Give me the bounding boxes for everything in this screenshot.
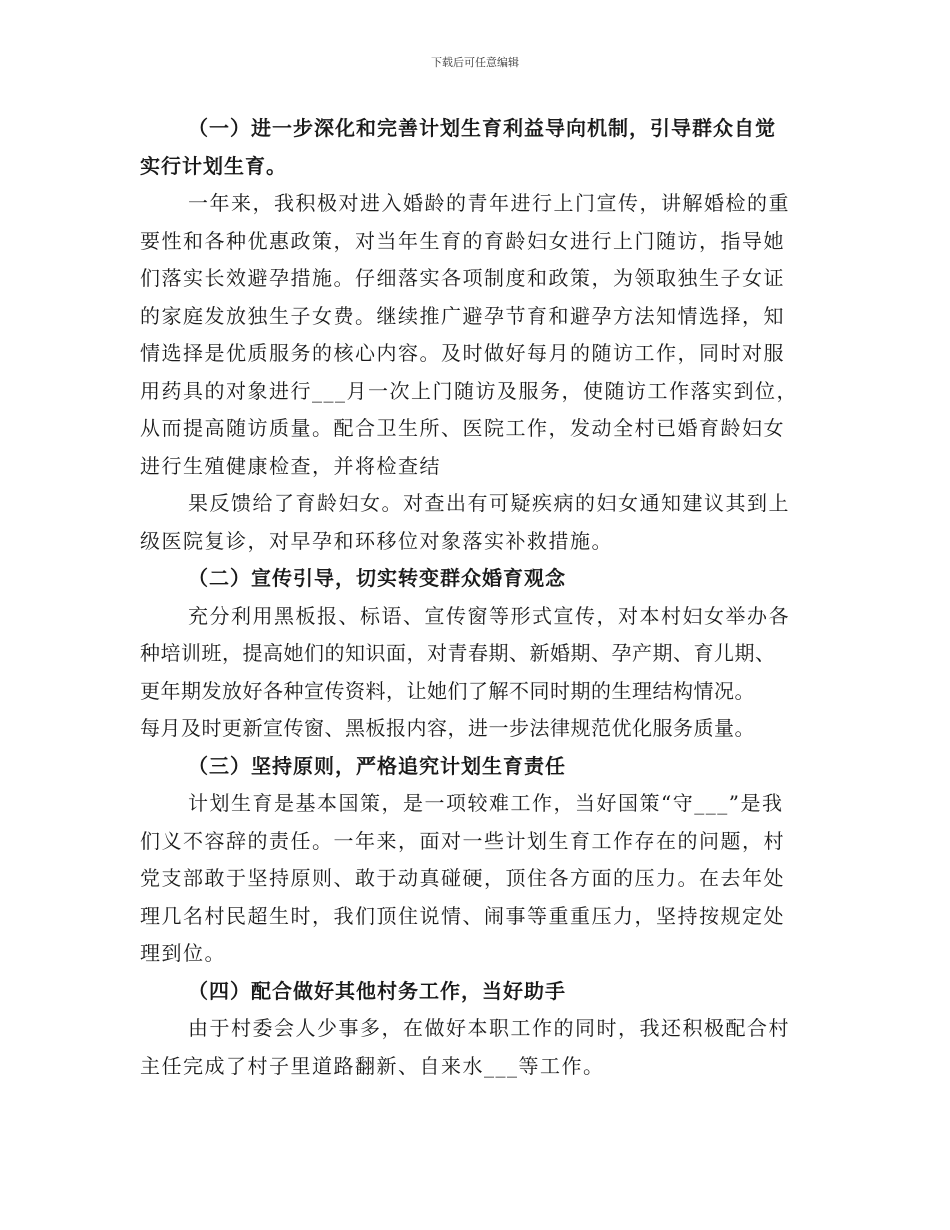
paragraph-line: 们义不容辞的责任。一年来，面对一些计划生育工作存在的问题，村 [140,828,785,853]
paragraph-line: 主任完成了村子里道路翻新、自来水___等工作。 [140,1053,605,1078]
section-heading-line: （三）坚持原则，严格追究计划生育责任 [188,753,566,778]
section-heading-line: （二）宣传引导，切实转变群众婚育观念 [188,566,566,590]
paragraph-line: 要性和各种优惠政策，对当年生育的育龄妇女进行上门随访，指导她 [140,228,785,253]
paragraph-line: 进行生殖健康检查，并将检查结 [140,453,441,478]
paragraph-line: 级医院复诊，对早孕和环移位对象落实补救措施。 [140,528,613,553]
paragraph-line: 由于村委会人少事多，在做好本职工作的同时，我还积极配合村 [188,1016,790,1040]
paragraph-line: 果反馈给了育龄妇女。对查出有可疑疾病的妇女通知建议其到上 [188,491,790,515]
section-heading-line: 实行计划生育。 [140,153,287,178]
paragraph-line: 党支部敢于坚持原则、敢于动真碰硬，顶住各方面的压力。在去年处 [140,866,785,890]
paragraph-line: 充分利用黑板报、标语、宣传窗等形式宣传，对本村妇女举办各 [188,603,790,628]
page-header: 下载后可任意编辑 [431,56,519,69]
paragraph-line: 理几名村民超生时，我们顶住说情、闹事等重重压力，坚持按规定处 [140,903,785,928]
paragraph-line: 计划生育是基本国策，是一项较难工作，当好国策“守___”是我 [188,791,784,815]
paragraph-line: 理到位。 [140,941,226,965]
paragraph-line: 种培训班，提高她们的知识面，对青春期、新婚期、孕产期、育儿期、 [140,641,776,665]
section-heading-line: （一）进一步深化和完善计划生育利益导向机制，引导群众自觉 [188,116,776,140]
document-body [140,110,820,1085]
paragraph-line: 情选择是优质服务的核心内容。及时做好每月的随访工作，同时对服 [140,341,785,365]
paragraph-line: 更年期发放好各种宣传资料，让她们了解不同时期的生理结构情况。 [140,678,755,703]
paragraph-line: 的家庭发放独生子女费。继续推广避孕节育和避孕方法知情选择，知 [140,303,785,328]
paragraph-line: 用药具的对象进行___月一次上门随访及服务，使随访工作落实到位， [140,378,798,403]
paragraph-line: 一年来，我积极对进入婚龄的青年进行上门宣传，讲解婚检的重 [188,191,790,215]
paragraph-line: 每月及时更新宣传窗、黑板报内容，进一步法律规范优化服务质量。 [140,716,755,740]
paragraph-line: 从而提高随访质量。配合卫生所、医院工作，发动全村已婚育龄妇女 [140,416,785,440]
paragraph-line: 们落实长效避孕措施。仔细落实各项制度和政策，为领取独生子女证 [140,266,785,290]
section-heading-line: （四）配合做好其他村务工作，当好助手 [188,978,566,1003]
